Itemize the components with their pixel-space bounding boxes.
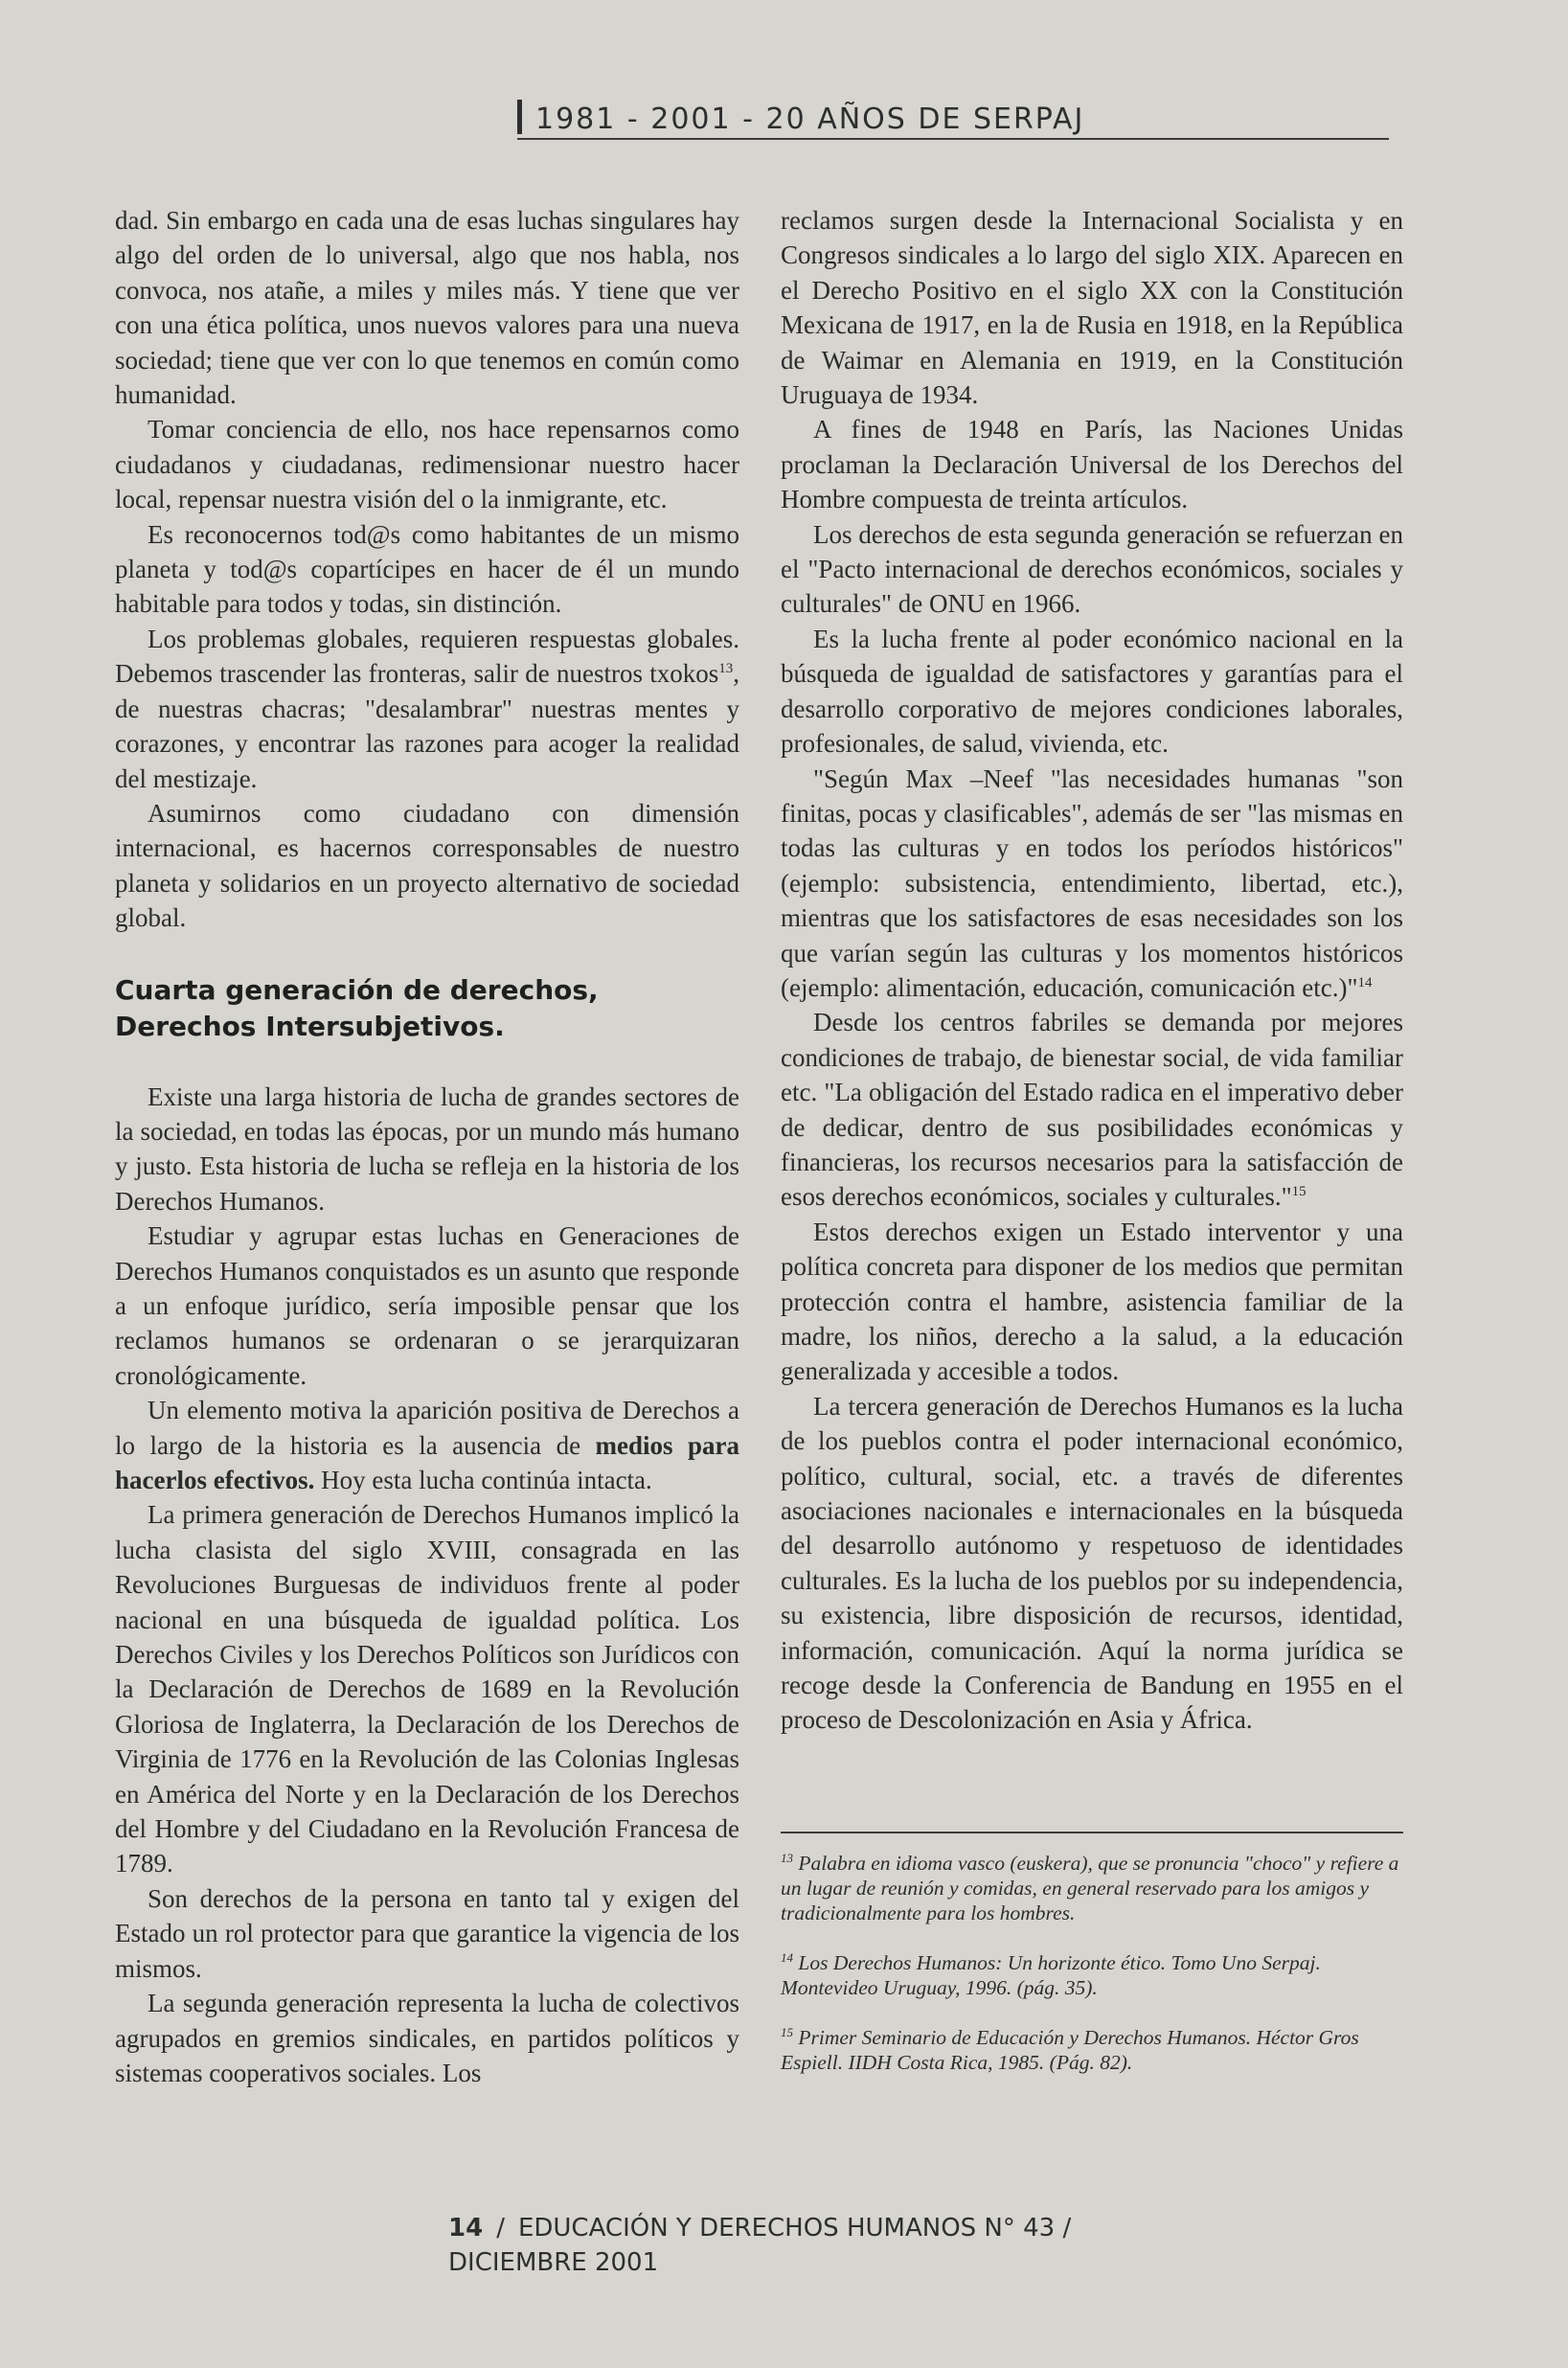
paragraph: La segunda generación representa la lucha de colectivos agrupados en gremios sindicales, en partidos políticos y sistemas cooperativos sociales. Los (115, 1989, 739, 2087)
left-column (115, 203, 739, 2090)
footnote (781, 2025, 1403, 2075)
paragraph (781, 762, 1403, 1006)
footnote-ref: 13 (718, 661, 734, 677)
paragraph: La tercera generación de Derechos Humanos es la lucha de los pueblos contra el poder internacional económico, político, cultural, social, etc. a través de diferentes asociaciones nacionales e internacionales en la búsqueda del desarrollo autónomo y respetuoso de identidades culturales. Es la lucha de los pueblos por su independencia, su existencia, libre disposición de recursos, identidad, información, comunicación. Aquí la norma jurídica se recoge desde la Conferencia de Bandung en 1955 en el proceso de Descolonización en Asia y África. (781, 1391, 1403, 1735)
paragraph: Asumirnos como ciudadano con dimensión internacional, es hacernos corresponsables de nuestro planeta y solidarios en un proyecto alternativo de sociedad global. (115, 798, 739, 933)
paragraph: Estos derechos exigen un Estado interventor y una política concreta para disponer de los medios que permitan protección contra el hambre, asistencia familiar de la madre, los niños, derecho a la salud, a la educación generalizada y accesible a todos. (781, 1217, 1403, 1386)
paragraph: Los derechos de esta segunda generación se refuerzan en el "Pacto internacional de derechos económicos, sociales y culturales" de ONU en 1966. (781, 519, 1403, 619)
running-title: 1981 - 2001 - 20 AÑOS DE SERPAJ (535, 102, 1085, 136)
paragraph-text: Un elemento motiva la aparición positiva de Derechos a lo largo de la historia es la ausencia de (115, 1396, 739, 1460)
footnotes (781, 1832, 1403, 2100)
footnote-text: Los Derechos Humanos: Un horizonte ético. Tomo Uno Serpaj. Montevideo Uruguay, 1996. (pág. 35). (781, 1951, 1321, 1999)
paragraph (781, 1005, 1403, 1214)
page-footer (448, 2211, 1176, 2277)
footnote-ref: 15 (1291, 1184, 1307, 1200)
footnote-number: 14 (781, 1950, 793, 1965)
header-rule-mark (517, 100, 522, 134)
right-column (781, 203, 1403, 1738)
paragraph: Estudiar y agrupar estas luchas en Generaciones de Derechos Humanos conquistados es un asunto que responde a un enfoque jurídico, sería imposible pensar que los reclamos humanos se ordenaran o se jerarquizaran cronológicamente. (115, 1221, 739, 1390)
footnote-text: Palabra en idioma vasco (euskera), que se pronuncia "choco" y refiere a un lugar de reunión y comidas, en general reservado para los amigos y tradicionalmente para los hombres. (781, 1852, 1399, 1924)
paragraph-text: , de nuestras chacras; "desalambrar" nuestras mentes y corazones, y encontrar las razones para acoger la realidad del mestizaje. (115, 659, 739, 793)
paragraph (115, 622, 739, 796)
publication-title: EDUCACIÓN Y DERECHOS HUMANOS N° 43 / DICIEMBRE 2001 (448, 2214, 1072, 2277)
paragraph: reclamos surgen desde la Internacional Socialista y en Congresos sindicales a lo largo del siglo XIX. Aparecen en el Derecho Positivo en el siglo XX con la Constitución Mexicana de 1917, en la de Rusia en 1918, en la República de Waimar en Alemania en 1919, en la Constitución Uruguaya de 1934. (781, 206, 1403, 410)
emphasis-text: medios para hacerlos efectivos. (115, 1430, 739, 1494)
paragraph-text: Desde los centros fabriles se demanda por mejores condiciones de trabajo, de bienestar social, de vida familiar etc. "La obligación del Estado radica en el imperativo deber de dedicar, dentro de sus posibilidades económicas y financieras, los recursos necesarios para la satisfacción de esos derechos económicos, sociales y culturales." (781, 1008, 1403, 1212)
paragraph: Son derechos de la persona en tanto tal y exigen del Estado un rol protector para que garantice la vigencia de los mismos. (115, 1883, 739, 1983)
paragraph-text: "Según Max –Neef "las necesidades humanas "son finitas, pocas y clasificables", además de ser "las mismas en todas las culturas y en todos los períodos históricos" (ejemplo: subsistencia, entendimiento, libertad, etc.), mientras que los satisfactores de esas necesidades son los que varían según las culturas y los momentos históricos (ejemplo: alimentación, educación, comunicación etc.)" (781, 763, 1403, 1002)
footnote (781, 1950, 1403, 2000)
page-number: 14 (448, 2214, 484, 2243)
footnote (781, 1851, 1403, 1925)
paragraph (115, 1393, 739, 1497)
footnote-number: 13 (781, 1851, 793, 1865)
section-heading-line: Cuarta generación de derechos, (115, 973, 599, 1006)
footnote-number: 15 (781, 2025, 793, 2039)
paragraph: Existe una larga historia de lucha de grandes sectores de la sociedad, en todas las épocas, por un mundo más humano y justo. Esta historia de lucha se refleja en la historia de los Derechos Humanos. (115, 1082, 739, 1216)
paragraph: A fines de 1948 en París, las Naciones Unidas proclaman la Declaración Universal de los Derechos del Hombre compuesta de treinta artículos. (781, 415, 1403, 514)
running-header (517, 100, 1389, 140)
paragraph-text: Hoy esta lucha continúa intacta. (314, 1466, 652, 1494)
section-heading (115, 972, 739, 1045)
paragraph-text: Los problemas globales, requieren respuestas globales. Debemos trascender las fronteras, salir de nuestros txokos (115, 624, 739, 689)
footnote-ref: 14 (1357, 974, 1373, 990)
footnote-text: Primer Seminario de Educación y Derechos Humanos. Héctor Gros Espiell. IIDH Costa Rica, 1985. (Pág. 82). (781, 2026, 1359, 2074)
footer-separator: / (496, 2214, 505, 2243)
paragraph: Tomar conciencia de ello, nos hace repensarnos como ciudadanos y ciudadanas, redimensionar nuestro hacer local, repensar nuestra visión del o la inmigrante, etc. (115, 415, 739, 514)
paragraph: Es reconocernos tod@s como habitantes de un mismo planeta y tod@s copartícipes en hacer de él un mundo habitable para todos y todas, sin distinción. (115, 519, 739, 619)
paragraph: Es la lucha frente al poder económico nacional en la búsqueda de igualdad de satisfactores y garantías para el desarrollo corporativo de mejores condiciones laborales, profesionales, de salud, vivienda, etc. (781, 624, 1403, 759)
paragraph: La primera generación de Derechos Humanos implicó la lucha clasista del siglo XVIII, consagrada en las Revoluciones Burguesas de individuos frente al poder nacional en una búsqueda de igualdad política. Los Derechos Civiles y los Derechos Políticos son Jurídicos con la Declaración de Derechos de 1689 en la Revolución Gloriosa de Inglaterra, la Declaración de los Derechos de Virginia de 1776 en la Revolución de las Colonias Inglesas en América del Norte y en la Declaración de los Derechos del Hombre y del Ciudadano en la Revolución Francesa de 1789. (115, 1500, 739, 1878)
paragraph: dad. Sin embargo en cada una de esas luchas singulares hay algo del orden de lo universal, algo que nos habla, nos convoca, nos atañe, a miles y miles más. Y tiene que ver con una ética política, unos nuevos valores para una nueva sociedad; tiene que ver con lo que tenemos en común como humanidad. (115, 206, 739, 410)
section-heading-line: Derechos Intersubjetivos. (115, 1010, 505, 1042)
